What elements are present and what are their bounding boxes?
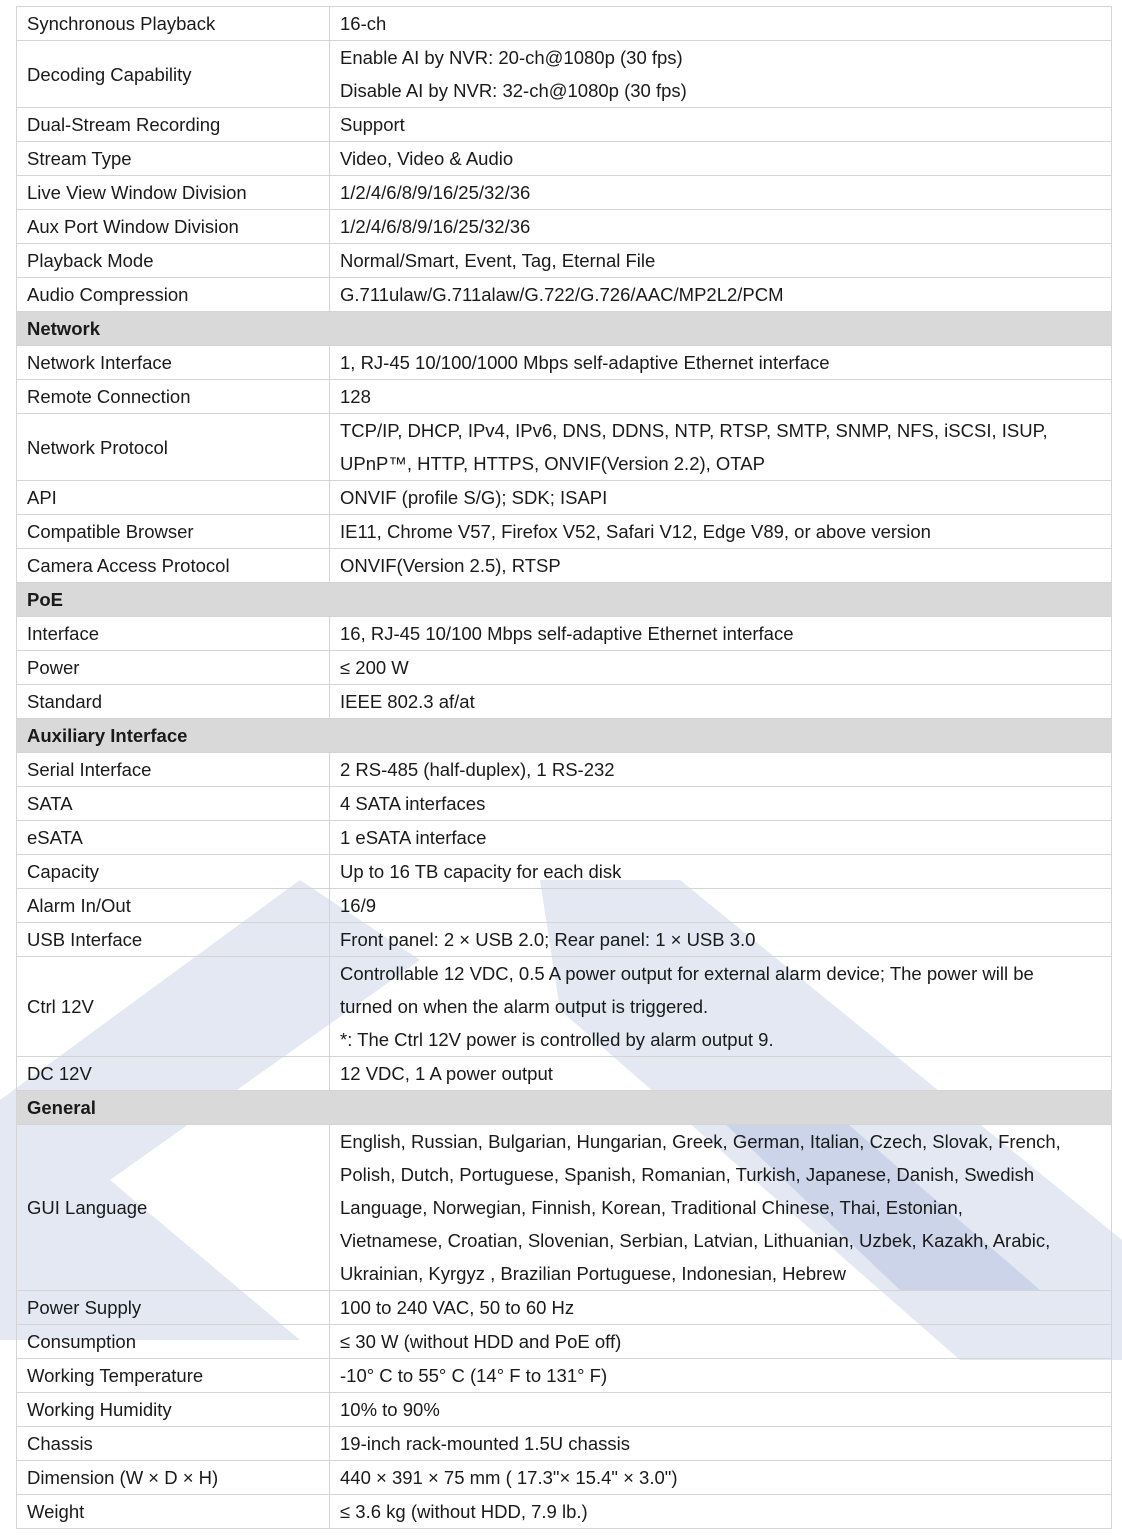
spec-value-line: Controllable 12 VDC, 0.5 A power output for external alarm device; The power will be (340, 963, 1034, 984)
spec-value-line: 16, RJ-45 10/100 Mbps self-adaptive Ethernet interface (340, 623, 794, 644)
spec-value (330, 1325, 1112, 1359)
spec-row (17, 142, 1112, 176)
spec-row (17, 176, 1112, 210)
spec-label: GUI Language (17, 1125, 330, 1291)
spec-value-line: 100 to 240 VAC, 50 to 60 Hz (340, 1297, 575, 1318)
spec-value (330, 1393, 1112, 1427)
spec-row (17, 787, 1112, 821)
spec-label: Stream Type (17, 142, 330, 176)
spec-row (17, 685, 1112, 719)
spec-label: Power (17, 651, 330, 685)
section-title: Network (17, 312, 1112, 346)
spec-value-line: 1/2/4/6/8/9/16/25/32/36 (340, 182, 531, 203)
spec-row (17, 244, 1112, 278)
spec-row (17, 957, 1112, 1057)
spec-row (17, 346, 1112, 380)
spec-label: Weight (17, 1495, 330, 1529)
spec-row (17, 41, 1112, 108)
spec-value (330, 1359, 1112, 1393)
spec-row (17, 1057, 1112, 1091)
spec-value (330, 278, 1112, 312)
spec-value-line: 19-inch rack-mounted 1.5U chassis (340, 1433, 630, 1454)
spec-row (17, 380, 1112, 414)
spec-value (330, 685, 1112, 719)
spec-label: Camera Access Protocol (17, 549, 330, 583)
spec-label: Standard (17, 685, 330, 719)
spec-value-line: Vietnamese, Croatian, Slovenian, Serbian, Latvian, Lithuanian, Uzbek, Kazakh, Arabic, (340, 1230, 1051, 1251)
spec-value (330, 651, 1112, 685)
spec-value (330, 957, 1112, 1057)
spec-label: Working Temperature (17, 1359, 330, 1393)
spec-value-line: ≤ 3.6 kg (without HDD, 7.9 lb.) (340, 1501, 588, 1522)
spec-row (17, 1325, 1112, 1359)
spec-row (17, 1495, 1112, 1529)
spec-row (17, 7, 1112, 41)
spec-row (17, 753, 1112, 787)
spec-value-line: G.711ulaw/G.711alaw/G.722/G.726/AAC/MP2L2/PCM (340, 284, 784, 305)
spec-value-line: Ukrainian, Kyrgyz , Brazilian Portuguese, Indonesian, Hebrew (340, 1263, 846, 1284)
spec-value (330, 41, 1112, 108)
spec-value-line: Support (340, 114, 405, 135)
spec-label: Power Supply (17, 1291, 330, 1325)
spec-value (330, 787, 1112, 821)
spec-label: eSATA (17, 821, 330, 855)
spec-row (17, 481, 1112, 515)
spec-row (17, 1359, 1112, 1393)
spec-row (17, 821, 1112, 855)
spec-value-line: 10% to 90% (340, 1399, 440, 1420)
spec-value-line: Language, Norwegian, Finnish, Korean, Traditional Chinese, Thai, Estonian, (340, 1197, 963, 1218)
spec-row (17, 889, 1112, 923)
spec-value-line: ≤ 200 W (340, 657, 409, 678)
spec-value-line: UPnP™, HTTP, HTTPS, ONVIF(Version 2.2), OTAP (340, 453, 765, 474)
spec-value (330, 549, 1112, 583)
spec-label: Dimension (W × D × H) (17, 1461, 330, 1495)
spec-label: Consumption (17, 1325, 330, 1359)
spec-value-line: 4 SATA interfaces (340, 793, 486, 814)
spec-row (17, 1427, 1112, 1461)
spec-value-line: Enable AI by NVR: 20-ch@1080p (30 fps) (340, 47, 683, 68)
spec-value (330, 210, 1112, 244)
spec-label: Compatible Browser (17, 515, 330, 549)
spec-label: Playback Mode (17, 244, 330, 278)
spec-value (330, 1057, 1112, 1091)
spec-label: Capacity (17, 855, 330, 889)
section-header-row (17, 1091, 1112, 1125)
spec-row (17, 1461, 1112, 1495)
spec-value-line: turned on when the alarm output is triggered. (340, 996, 709, 1017)
spec-label: Working Humidity (17, 1393, 330, 1427)
spec-row (17, 651, 1112, 685)
section-header-row (17, 312, 1112, 346)
spec-label: Dual-Stream Recording (17, 108, 330, 142)
spec-label: USB Interface (17, 923, 330, 957)
spec-value (330, 1427, 1112, 1461)
spec-value (330, 7, 1112, 41)
spec-value-line: English, Russian, Bulgarian, Hungarian, Greek, German, Italian, Czech, Slovak, French, (340, 1131, 1061, 1152)
spec-value-line: Polish, Dutch, Portuguese, Spanish, Romanian, Turkish, Japanese, Danish, Swedish (340, 1164, 1035, 1185)
spec-value-line: 16/9 (340, 895, 377, 916)
spec-label: Synchronous Playback (17, 7, 330, 41)
spec-label: Remote Connection (17, 380, 330, 414)
section-title: Auxiliary Interface (17, 719, 1112, 753)
spec-value (330, 1461, 1112, 1495)
spec-value (330, 753, 1112, 787)
spec-value (330, 1495, 1112, 1529)
spec-value (330, 821, 1112, 855)
spec-label: Live View Window Division (17, 176, 330, 210)
spec-row (17, 617, 1112, 651)
spec-value (330, 346, 1112, 380)
spec-value-line: 2 RS-485 (half-duplex), 1 RS-232 (340, 759, 615, 780)
spec-value-line: ONVIF(Version 2.5), RTSP (340, 555, 561, 576)
spec-row (17, 923, 1112, 957)
spec-row (17, 515, 1112, 549)
spec-value-line: Disable AI by NVR: 32-ch@1080p (30 fps) (340, 80, 687, 101)
spec-value (330, 142, 1112, 176)
section-title: PoE (17, 583, 1112, 617)
spec-label: Network Protocol (17, 414, 330, 481)
spec-row (17, 1125, 1112, 1291)
spec-label: API (17, 481, 330, 515)
spec-value (330, 923, 1112, 957)
spec-label: Alarm In/Out (17, 889, 330, 923)
spec-label: Aux Port Window Division (17, 210, 330, 244)
spec-value-line: Normal/Smart, Event, Tag, Eternal File (340, 250, 656, 271)
section-header-row (17, 583, 1112, 617)
spec-value-line: 1/2/4/6/8/9/16/25/32/36 (340, 216, 531, 237)
spec-row (17, 1393, 1112, 1427)
spec-value (330, 244, 1112, 278)
spec-value (330, 1125, 1112, 1291)
spec-row (17, 855, 1112, 889)
spec-value-line: Video, Video & Audio (340, 148, 514, 169)
spec-label: Interface (17, 617, 330, 651)
spec-value-line: -10° C to 55° C (14° F to 131° F) (340, 1365, 608, 1386)
spec-value-line: IEEE 802.3 af/at (340, 691, 475, 712)
spec-label: Chassis (17, 1427, 330, 1461)
spec-value-line: Front panel: 2 × USB 2.0; Rear panel: 1 × USB 3.0 (340, 929, 756, 950)
spec-value (330, 855, 1112, 889)
spec-row (17, 1291, 1112, 1325)
spec-label: SATA (17, 787, 330, 821)
spec-value-line: ONVIF (profile S/G); SDK; ISAPI (340, 487, 608, 508)
spec-value-line: 12 VDC, 1 A power output (340, 1063, 553, 1084)
spec-value-line: *: The Ctrl 12V power is controlled by alarm output 9. (340, 1029, 774, 1050)
spec-row (17, 549, 1112, 583)
spec-value (330, 1291, 1112, 1325)
spec-value-line: Up to 16 TB capacity for each disk (340, 861, 622, 882)
spec-value (330, 414, 1112, 481)
spec-value-line: 1 eSATA interface (340, 827, 487, 848)
spec-row (17, 210, 1112, 244)
spec-value (330, 515, 1112, 549)
spec-value-line: IE11, Chrome V57, Firefox V52, Safari V12, Edge V89, or above version (340, 521, 931, 542)
spec-value-line: 440 × 391 × 75 mm ( 17.3"× 15.4" × 3.0") (340, 1467, 678, 1488)
spec-label: Audio Compression (17, 278, 330, 312)
spec-value (330, 481, 1112, 515)
spec-label: DC 12V (17, 1057, 330, 1091)
spec-value (330, 380, 1112, 414)
spec-value-line: ≤ 30 W (without HDD and PoE off) (340, 1331, 622, 1352)
spec-row (17, 108, 1112, 142)
spec-value-line: TCP/IP, DHCP, IPv4, IPv6, DNS, DDNS, NTP, RTSP, SMTP, SNMP, NFS, iSCSI, ISUP, (340, 420, 1048, 441)
section-header-row (17, 719, 1112, 753)
section-title: General (17, 1091, 1112, 1125)
spec-label: Decoding Capability (17, 41, 330, 108)
spec-label: Ctrl 12V (17, 957, 330, 1057)
spec-value (330, 889, 1112, 923)
spec-value-line: 16-ch (340, 13, 387, 34)
spec-row (17, 278, 1112, 312)
spec-value-line: 128 (340, 386, 371, 407)
spec-row (17, 414, 1112, 481)
spec-table (16, 6, 1112, 1529)
spec-label: Serial Interface (17, 753, 330, 787)
spec-value-line: 1, RJ-45 10/100/1000 Mbps self-adaptive Ethernet interface (340, 352, 830, 373)
spec-value (330, 176, 1112, 210)
spec-value (330, 617, 1112, 651)
spec-label: Network Interface (17, 346, 330, 380)
spec-value (330, 108, 1112, 142)
